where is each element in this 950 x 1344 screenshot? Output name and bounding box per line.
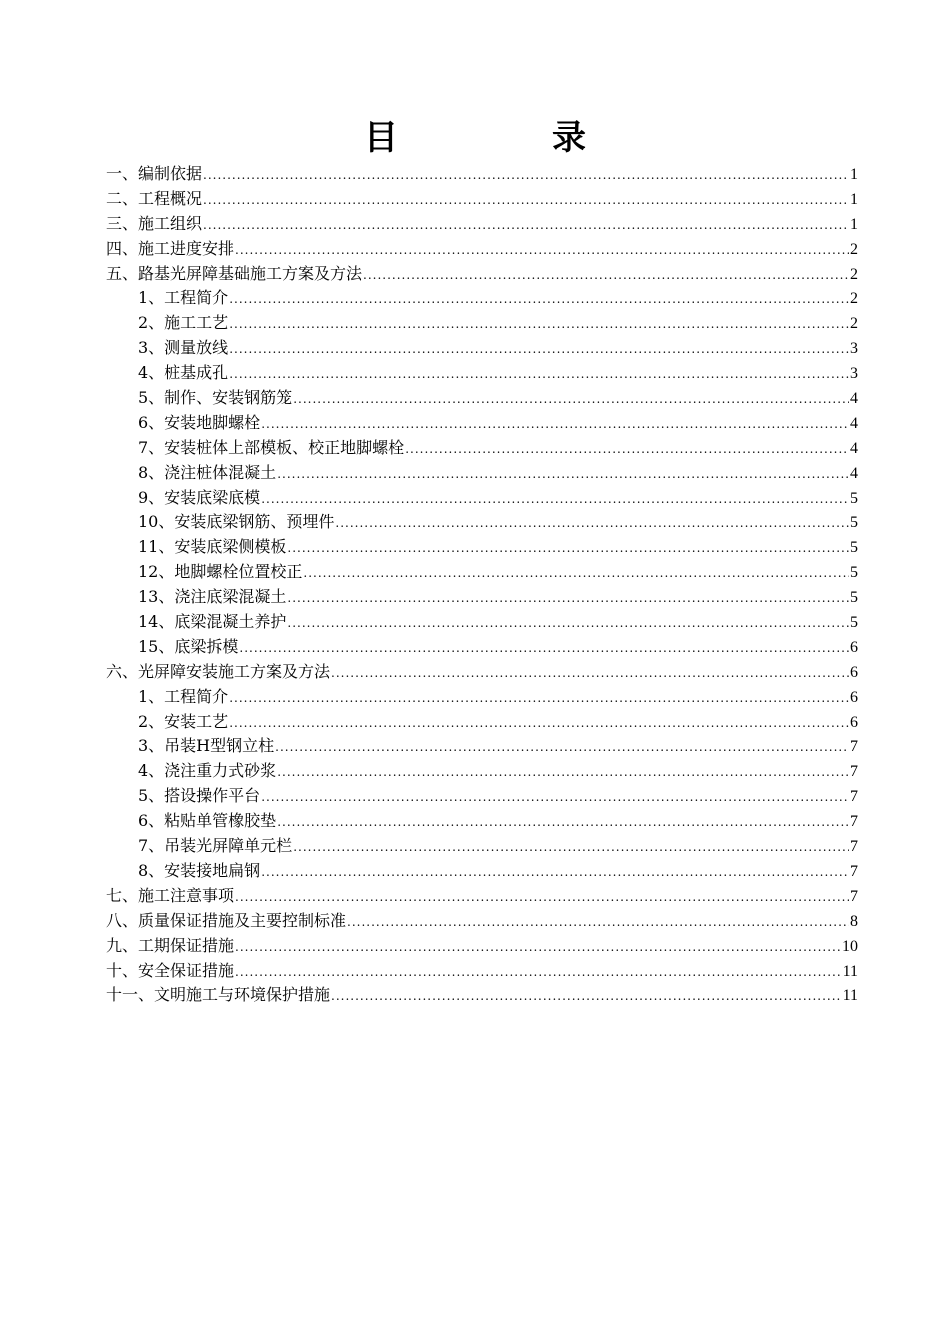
toc-entry[interactable] — [106, 983, 858, 1008]
toc-dot-leader — [261, 412, 849, 436]
toc-entry-label: 6、粘贴单管橡胶垫 — [138, 811, 277, 831]
toc-entry[interactable] — [106, 187, 858, 212]
toc-dot-leader — [235, 238, 849, 262]
toc-entry-label: 4、桩基成孔 — [138, 363, 229, 383]
toc-entry-label: 9、安装底梁底模 — [138, 487, 261, 507]
toc-dot-leader — [229, 686, 849, 710]
toc-entry[interactable] — [106, 934, 858, 959]
toc-entry-label: 2、施工工艺 — [138, 313, 229, 333]
toc-entry-label: 6、安装地脚螺栓 — [138, 412, 261, 432]
toc-dot-leader — [239, 636, 849, 660]
toc-entry-page-number: 2 — [850, 265, 858, 283]
toc-dot-leader — [275, 735, 849, 759]
toc-dot-leader — [335, 511, 849, 535]
toc-entry[interactable] — [106, 461, 858, 486]
toc-entry[interactable] — [106, 162, 858, 187]
toc-entry-label: 三、施工组织 — [106, 213, 203, 233]
toc-dot-leader — [261, 785, 849, 809]
toc-entry-label: 7、吊装光屏障单元栏 — [138, 836, 293, 856]
toc-entry[interactable] — [106, 585, 858, 610]
toc-entry[interactable] — [106, 784, 858, 809]
toc-entry[interactable] — [106, 959, 858, 984]
toc-entry-page-number: 6 — [850, 688, 858, 706]
toc-entry-page-number: 5 — [850, 564, 858, 582]
toc-entry-page-number: 3 — [850, 365, 858, 383]
toc-entry[interactable] — [106, 535, 858, 560]
toc-entry[interactable] — [106, 809, 858, 834]
toc-dot-leader — [203, 188, 849, 212]
toc-dot-leader — [287, 536, 849, 560]
toc-dot-leader — [203, 163, 849, 187]
toc-entry-page-number: 5 — [850, 539, 858, 557]
toc-entry-page-number: 10 — [842, 937, 858, 955]
toc-entry-label: 4、浇注重力式砂浆 — [138, 761, 277, 781]
toc-entry-page-number: 1 — [850, 215, 858, 233]
toc-entry-label: 七、施工注意事项 — [106, 885, 235, 905]
toc-entry[interactable] — [106, 759, 858, 784]
toc-entry-label: 7、安装桩体上部模板、校正地脚螺栓 — [138, 437, 405, 457]
toc-entry-label: 10、安装底梁钢筋、预埋件 — [138, 512, 335, 532]
toc-entry-page-number: 4 — [850, 464, 858, 482]
toc-entry[interactable] — [106, 286, 858, 311]
toc-dot-leader — [287, 586, 849, 610]
toc-entry-label: 11、安装底梁侧模板 — [138, 537, 287, 557]
toc-entry-page-number: 6 — [850, 713, 858, 731]
toc-entry-label: 一、编制依据 — [106, 164, 203, 183]
toc-entry-page-number: 8 — [850, 912, 858, 930]
toc-entry-page-number: 7 — [850, 738, 858, 756]
toc-dot-leader — [331, 984, 842, 1008]
toc-dot-leader — [229, 362, 849, 386]
toc-entry-page-number: 7 — [850, 838, 858, 856]
toc-entry[interactable] — [106, 734, 858, 759]
toc-entry-page-number: 7 — [850, 763, 858, 781]
toc-entry[interactable] — [106, 436, 858, 461]
toc-dot-leader — [229, 711, 849, 735]
toc-dot-leader — [229, 337, 849, 361]
toc-dot-leader — [287, 611, 849, 635]
toc-entry-label: 二、工程概况 — [106, 188, 203, 208]
toc-entry-label: 3、吊装H型钢立柱 — [138, 736, 275, 756]
toc-dot-leader — [235, 935, 841, 959]
toc-dot-leader — [261, 487, 849, 511]
toc-entry[interactable] — [106, 336, 858, 361]
toc-entry-page-number: 11 — [842, 987, 858, 1005]
toc-entry[interactable] — [106, 635, 858, 660]
toc-entry-page-number: 7 — [850, 862, 858, 880]
toc-entry[interactable] — [106, 834, 858, 859]
toc-entry-label: 5、搭设操作平台 — [138, 786, 261, 806]
toc-dot-leader — [303, 561, 849, 585]
toc-entry[interactable] — [106, 361, 858, 386]
toc-entry[interactable] — [106, 510, 858, 535]
toc-dot-leader — [277, 810, 849, 834]
toc-entry-label: 八、质量保证措施及主要控制标准 — [106, 910, 347, 930]
toc-entry-label: 十一、文明施工与环境保护措施 — [106, 985, 331, 1005]
toc-entry-label: 九、工期保证措施 — [106, 935, 235, 955]
toc-dot-leader — [229, 287, 849, 311]
toc-entry[interactable] — [106, 660, 858, 685]
toc-entry-page-number: 5 — [850, 489, 858, 507]
toc-entry-page-number: 1 — [850, 166, 858, 183]
toc-entry[interactable] — [106, 212, 858, 237]
toc-entry-label: 六、光屏障安装施工方案及方法 — [106, 661, 331, 681]
toc-entry-label: 1、工程简介 — [138, 686, 229, 706]
toc-dot-leader — [293, 387, 849, 411]
toc-entry-page-number: 4 — [850, 439, 858, 457]
toc-entry[interactable] — [106, 237, 858, 262]
toc-entry-page-number: 1 — [850, 190, 858, 208]
toc-entry-label: 1、工程简介 — [138, 288, 229, 308]
toc-entry[interactable] — [106, 486, 858, 511]
toc-entry[interactable] — [106, 610, 858, 635]
toc-entry-page-number: 2 — [850, 240, 858, 258]
toc-entry-label: 13、浇注底梁混凝土 — [138, 587, 287, 607]
toc-entry-page-number: 6 — [850, 638, 858, 656]
toc-entry-label: 12、地脚螺栓位置校正 — [138, 562, 303, 582]
toc-entry-page-number: 2 — [850, 290, 858, 308]
toc-entry-page-number: 6 — [850, 663, 858, 681]
toc-entry[interactable] — [106, 311, 858, 336]
toc-entry-label: 14、底梁混凝土养护 — [138, 612, 287, 632]
toc-entry[interactable] — [106, 411, 858, 436]
toc-dot-leader — [331, 661, 849, 685]
toc-entry[interactable] — [106, 262, 858, 287]
toc-entry-page-number: 2 — [850, 315, 858, 333]
toc-dot-leader — [347, 910, 849, 934]
table-of-contents — [106, 162, 858, 1008]
toc-entry-page-number: 11 — [842, 962, 858, 980]
toc-entry-page-number: 7 — [850, 788, 858, 806]
toc-entry-label: 8、安装接地扁钢 — [138, 860, 261, 880]
toc-entry-page-number: 7 — [850, 887, 858, 905]
toc-entry-page-number: 3 — [850, 340, 858, 358]
toc-entry-label: 2、安装工艺 — [138, 711, 229, 731]
toc-dot-leader — [203, 213, 849, 237]
toc-entry-label: 五、路基光屏障基础施工方案及方法 — [106, 263, 363, 283]
toc-dot-leader — [363, 263, 849, 287]
toc-entry-page-number: 5 — [850, 589, 858, 607]
toc-entry[interactable] — [106, 859, 858, 884]
toc-entry[interactable] — [106, 386, 858, 411]
toc-dot-leader — [235, 885, 849, 909]
toc-dot-leader — [261, 860, 849, 884]
toc-entry-page-number: 4 — [850, 390, 858, 408]
toc-dot-leader — [293, 835, 849, 859]
toc-entry-page-number: 5 — [850, 514, 858, 532]
toc-entry-label: 3、测量放线 — [138, 338, 229, 358]
toc-entry-label: 8、浇注桩体混凝土 — [138, 462, 277, 482]
toc-entry-page-number: 5 — [850, 614, 858, 632]
toc-dot-leader — [229, 312, 849, 336]
toc-dot-leader — [277, 462, 849, 486]
page-title: 目 录 — [364, 118, 646, 158]
toc-entry[interactable] — [106, 685, 858, 710]
toc-entry-page-number: 4 — [850, 414, 858, 432]
toc-entry[interactable] — [106, 909, 858, 934]
toc-dot-leader — [277, 760, 849, 784]
toc-entry-label: 四、施工进度安排 — [106, 238, 235, 258]
toc-dot-leader — [235, 960, 842, 984]
toc-entry[interactable] — [106, 560, 858, 585]
toc-entry-page-number: 7 — [850, 813, 858, 831]
toc-entry-label: 5、制作、安装钢筋笼 — [138, 388, 293, 408]
toc-entry[interactable] — [106, 884, 858, 909]
toc-entry[interactable] — [106, 710, 858, 735]
toc-entry-label: 15、底梁拆模 — [138, 636, 239, 656]
toc-entry-label: 十、安全保证措施 — [106, 960, 235, 980]
toc-dot-leader — [405, 437, 849, 461]
